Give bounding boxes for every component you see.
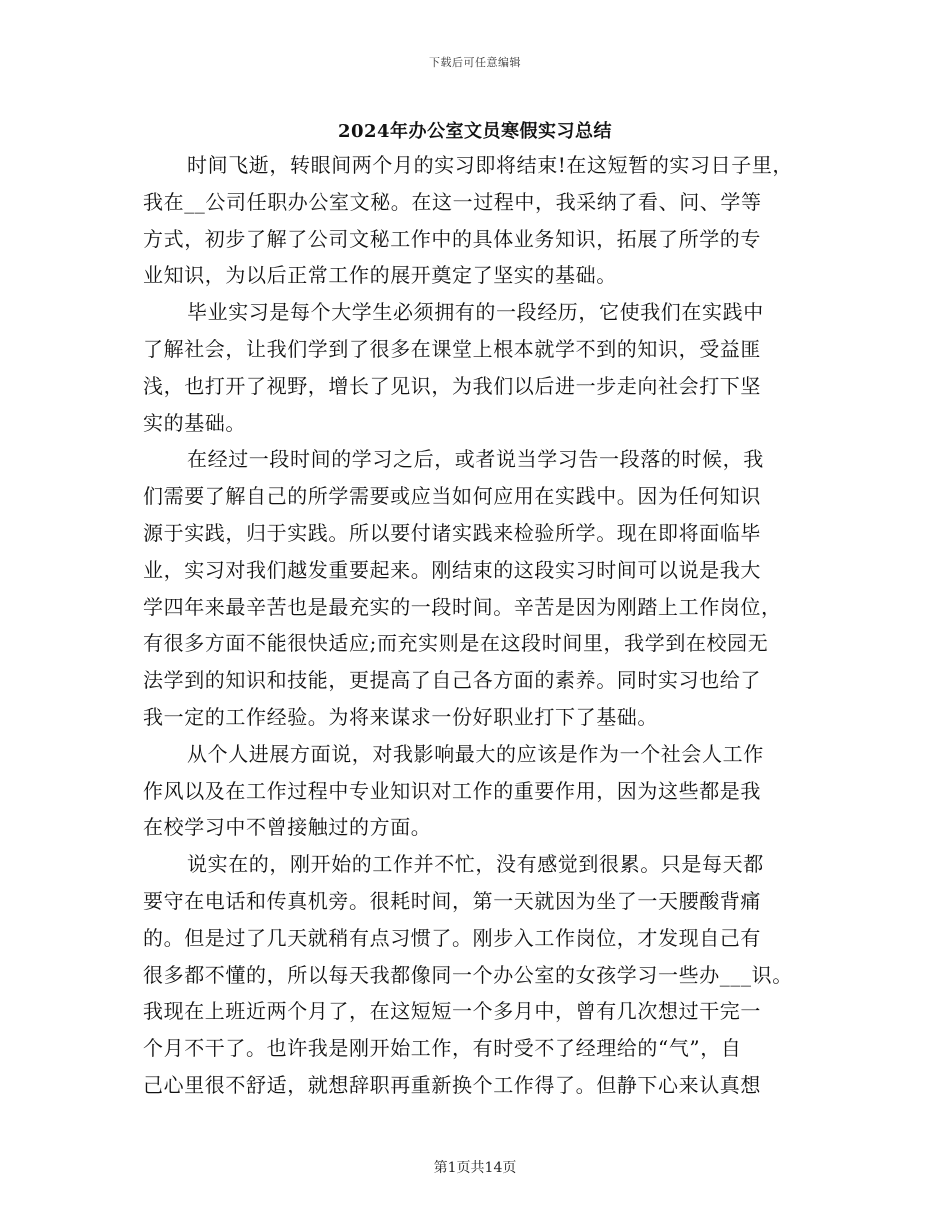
text-line: 业，实习对我们越发重要起来。刚结束的这段实习时间可以说是我大: [143, 557, 761, 582]
text-line: 方式，初步了解了公司文秘工作中的具体业务知识，拓展了所学的专: [143, 226, 761, 251]
text-line: 在经过一段时间的学习之后，或者说当学习告一段落的时候，我: [187, 447, 764, 472]
text-line: 毕业实习是每个大学生必须拥有的一段经历，它使我们在实践中: [187, 300, 764, 325]
text-line: 业知识，为以后正常工作的展开奠定了坚实的基础。: [143, 263, 617, 288]
header-note: 下载后可任意编辑: [429, 56, 521, 69]
text-line: 己心里很不舒适，就想辞职再重新换个工作得了。但静下心来认真想: [143, 1072, 761, 1097]
text-line: 有很多方面不能很快适应;而充实则是在这段时间里，我学到在校园无: [143, 631, 769, 656]
document-body: [143, 147, 823, 1104]
text-line: 作风以及在工作过程中专业知识对工作的重要作用，因为这些都是我: [143, 778, 761, 803]
text-line: 说实在的，刚开始的工作并不忙，没有感觉到很累。只是每天都: [187, 852, 764, 877]
text-line: 个月不干了。也许我是刚开始工作，有时受不了经理给的“气”，自: [143, 1036, 742, 1061]
text-line: 要守在电话和传真机旁。很耗时间，第一天就因为坐了一天腰酸背痛: [143, 888, 761, 913]
text-line: 在校学习中不曾接触过的方面。: [143, 815, 432, 840]
text-line: 浅，也打开了视野，增长了见识，为我们以后进一步走向社会打下坚: [143, 373, 761, 398]
text-line: 法学到的知识和技能，更提高了自己各方面的素养。同时实习也给了: [143, 668, 761, 693]
text-line: 时间飞逝，转眼间两个月的实习即将结束!在这短暂的实习日子里，: [187, 153, 794, 177]
text-line: 了解社会，让我们学到了很多在课堂上根本就学不到的知识，受益匪: [143, 336, 761, 361]
text-line: 我一定的工作经验。为将来谋求一份好职业打下了基础。: [143, 704, 658, 729]
text-line: 我现在上班近两个月了，在这短短一个多月中，曾有几次想过干完一: [143, 999, 761, 1024]
page-number: 第1页共14页: [433, 1160, 517, 1176]
text-line: 学四年来最辛苦也是最充实的一段时间。辛苦是因为刚踏上工作岗位，: [143, 594, 782, 619]
text-line: 的。但是过了几天就稍有点习惯了。刚步入工作岗位，才发现自己有: [143, 925, 761, 950]
text-line: 源于实践，归于实践。所以要付诸实践来检验所学。现在即将面临毕: [143, 520, 761, 545]
text-line: 我在__公司任职办公室文秘。在这一过程中，我采纳了看、问、学等: [143, 189, 762, 214]
text-line: 很多都不懂的，所以每天我都像同一个办公室的女孩学习一些办___识。: [143, 962, 793, 987]
text-line: 从个人进展方面说，对我影响最大的应该是作为一个社会人工作: [187, 741, 764, 766]
text-line: 实的基础。: [143, 410, 246, 435]
text-line: 们需要了解自己的所学需要或应当如何应用在实践中。因为任何知识: [143, 484, 761, 509]
document-title: 2024年办公室文员寒假实习总结: [337, 121, 613, 142]
